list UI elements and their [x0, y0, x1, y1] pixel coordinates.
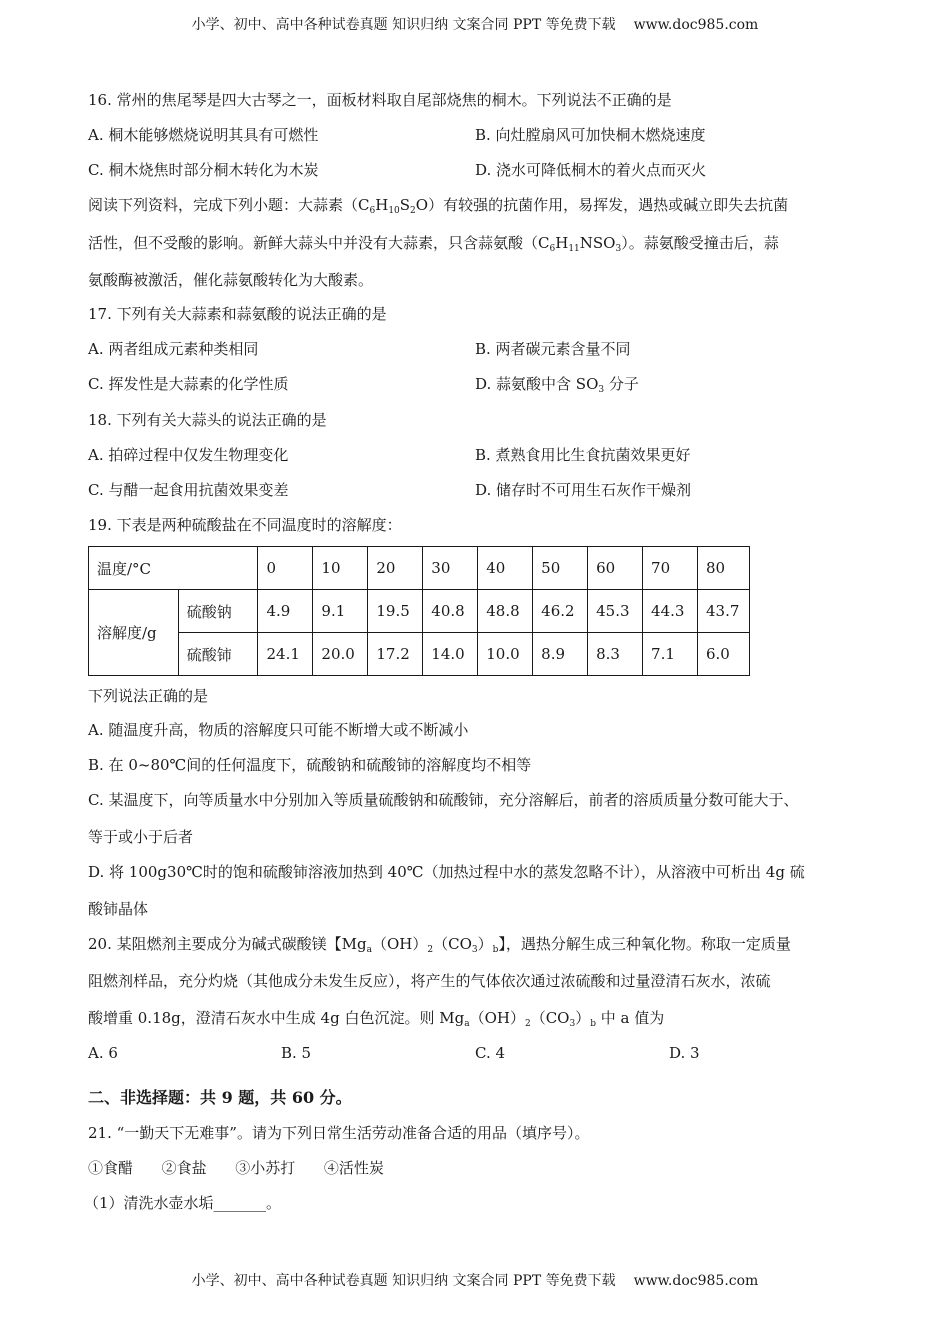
value-cell: 4.9	[258, 590, 313, 633]
value-cell: 8.9	[533, 633, 588, 676]
temp-cell: 10	[313, 547, 368, 590]
reading-line-1: 阅读下列资料，完成下列小题：大蒜素$(C_6H_{10}S_2O)$有较强的抗菌作用，易挥发，遇热或碱立即失去抗菌	[88, 196, 789, 216]
q19-stem: 19. 下表是两种硫酸盐在不同温度时的溶解度：	[88, 516, 402, 534]
q18-option-c: C. 与醋一起食用抗菌效果变差	[88, 481, 289, 499]
q19-option-d-line-1: D. 将 100g30℃时的饱和硫酸铈溶液加热到 40℃（加热过程中水的蒸发忽略不计），从溶液中可析出 4g 硫	[88, 863, 805, 881]
q16-option-b: B. 向灶膛扇风可加快桐木燃烧速度	[475, 126, 706, 144]
q16-option-c: C. 桐木烧焦时部分桐木转化为木炭	[88, 161, 319, 179]
header-banner: 小学、初中、高中各种试卷真题 知识归纳 文案合同 PPT 等免费下载	[191, 17, 616, 33]
reading-line-3: 氨酸酶被激活，催化蒜氨酸转化为大酸素。	[88, 271, 374, 289]
q21-part-1: （1）清洗水壶水垢_______。	[84, 1194, 282, 1212]
table-row	[89, 633, 750, 676]
temp-cell: 40	[478, 547, 533, 590]
q16-stem: 16. 常州的焦尾琴是四大古琴之一，面板材料取自尾部烧焦的桐木。下列说法不正确的是	[88, 91, 672, 109]
temp-cell: 30	[423, 547, 478, 590]
q17-option-c: C. 挥发性是大蒜素的化学性质	[88, 375, 289, 393]
temp-cell: 0	[258, 547, 313, 590]
solubility-table	[88, 546, 750, 676]
q19-option-c-line-2: 等于或小于后者	[88, 828, 194, 846]
page-header	[0, 14, 950, 34]
q21-stem: 21. “一勤天下无难事”。请为下列日常生活劳动准备合适的用品（填序号）。	[88, 1124, 590, 1142]
temp-cell: 80	[697, 547, 749, 590]
substance-name-cell: 硫酸铈	[178, 633, 258, 676]
value-cell: 14.0	[423, 633, 478, 676]
value-cell: 44.3	[643, 590, 698, 633]
q20-option-d: D. 3	[669, 1044, 700, 1062]
value-cell: 9.1	[313, 590, 368, 633]
value-cell: 45.3	[588, 590, 643, 633]
footer-banner: 小学、初中、高中各种试卷真题 知识归纳 文案合同 PPT 等免费下载	[191, 1273, 616, 1289]
value-cell: 10.0	[478, 633, 533, 676]
q17-option-a: A. 两者组成元素种类相同	[88, 340, 259, 358]
q20-option-c: C. 4	[475, 1044, 506, 1062]
temp-label-cell: 温度/°C	[89, 547, 258, 590]
value-cell: 19.5	[368, 590, 423, 633]
q19-option-b: B. 在 0~80℃间的任何温度下，硫酸钠和硫酸铈的溶解度均不相等	[88, 756, 532, 774]
q18-option-a: A. 拍碎过程中仅发生物理变化	[88, 446, 289, 464]
value-cell: 7.1	[643, 633, 698, 676]
footer-url[interactable]: www.doc985.com	[633, 1273, 759, 1289]
value-cell: 8.3	[588, 633, 643, 676]
table-row	[89, 590, 750, 633]
q20-stem-line-3: 酸增重 0.18g，澄清石灰水中生成 4g 白色沉淀。则 $Mg_a(OH)_2(CO_3)_b$ 中 a 值为	[88, 1009, 665, 1029]
value-cell: 20.0	[313, 633, 368, 676]
q20-stem-line-1: 20. 某阻燃剂主要成分为碱式碳酸镁【$Mg_a(OH)_2(CO_3)_b$】，遇热分解生成三种氧化物。称取一定质量	[88, 935, 791, 955]
value-cell: 24.1	[258, 633, 313, 676]
temp-cell: 50	[533, 547, 588, 590]
q19-option-c-line-1: C. 某温度下，向等质量水中分别加入等质量硫酸钠和硫酸铈，充分溶解后，前者的溶质质量分数可能大于、	[88, 791, 799, 809]
q19-option-a: A. 随温度升高，物质的溶解度只可能不断增大或不断减小	[88, 721, 469, 739]
value-cell: 40.8	[423, 590, 478, 633]
q16-option-d: D. 浇水可降低桐木的着火点而灭火	[475, 161, 707, 179]
reading-line-2: 活性，但不受酸的影响。新鲜大蒜头中并没有大蒜素，只含蒜氨酸$(C_6H_{11}NSO_3)$。蒜氨酸受撞击后，蒜	[88, 234, 779, 254]
q19-prompt: 下列说法正确的是	[88, 687, 209, 705]
solubility-label-cell: 溶解度/g	[89, 590, 179, 676]
section-title: 二、非选择题：共 9 题，共 60 分。	[88, 1088, 352, 1107]
q17-option-d: D. 蒜氨酸中含 $SO_3$ 分子	[475, 375, 639, 395]
table-header-row	[89, 547, 750, 590]
q19-option-d-line-2: 酸铈晶体	[88, 900, 149, 918]
q18-option-d: D. 储存时不可用生石灰作干燥剂	[475, 481, 692, 499]
temp-cell: 70	[643, 547, 698, 590]
substance-name-cell: 硫酸钠	[178, 590, 258, 633]
q18-stem: 18. 下列有关大蒜头的说法正确的是	[88, 411, 327, 429]
q20-stem-line-2: 阻燃剂样品，充分灼烧（其他成分未发生反应），将产生的气体依次通过浓硫酸和过量澄清石灰水，浓硫	[88, 972, 771, 990]
q16-option-a: A. 桐木能够燃烧说明其具有可燃性	[88, 126, 319, 144]
value-cell: 17.2	[368, 633, 423, 676]
page-footer	[0, 1270, 950, 1290]
q20-option-b: B. 5	[281, 1044, 312, 1062]
q17-option-b: B. 两者碳元素含量不同	[475, 340, 631, 358]
temp-cell: 60	[588, 547, 643, 590]
value-cell: 46.2	[533, 590, 588, 633]
q18-option-b: B. 煮熟食用比生食抗菌效果更好	[475, 446, 691, 464]
header-url[interactable]: www.doc985.com	[633, 17, 759, 33]
value-cell: 6.0	[697, 633, 749, 676]
value-cell: 48.8	[478, 590, 533, 633]
q20-option-a: A. 6	[88, 1044, 118, 1062]
q21-items: ①食醋 ②食盐 ③小苏打 ④活性炭	[88, 1159, 384, 1177]
value-cell: 43.7	[697, 590, 749, 633]
q17-stem: 17. 下列有关大蒜素和蒜氨酸的说法正确的是	[88, 305, 387, 323]
temp-cell: 20	[368, 547, 423, 590]
